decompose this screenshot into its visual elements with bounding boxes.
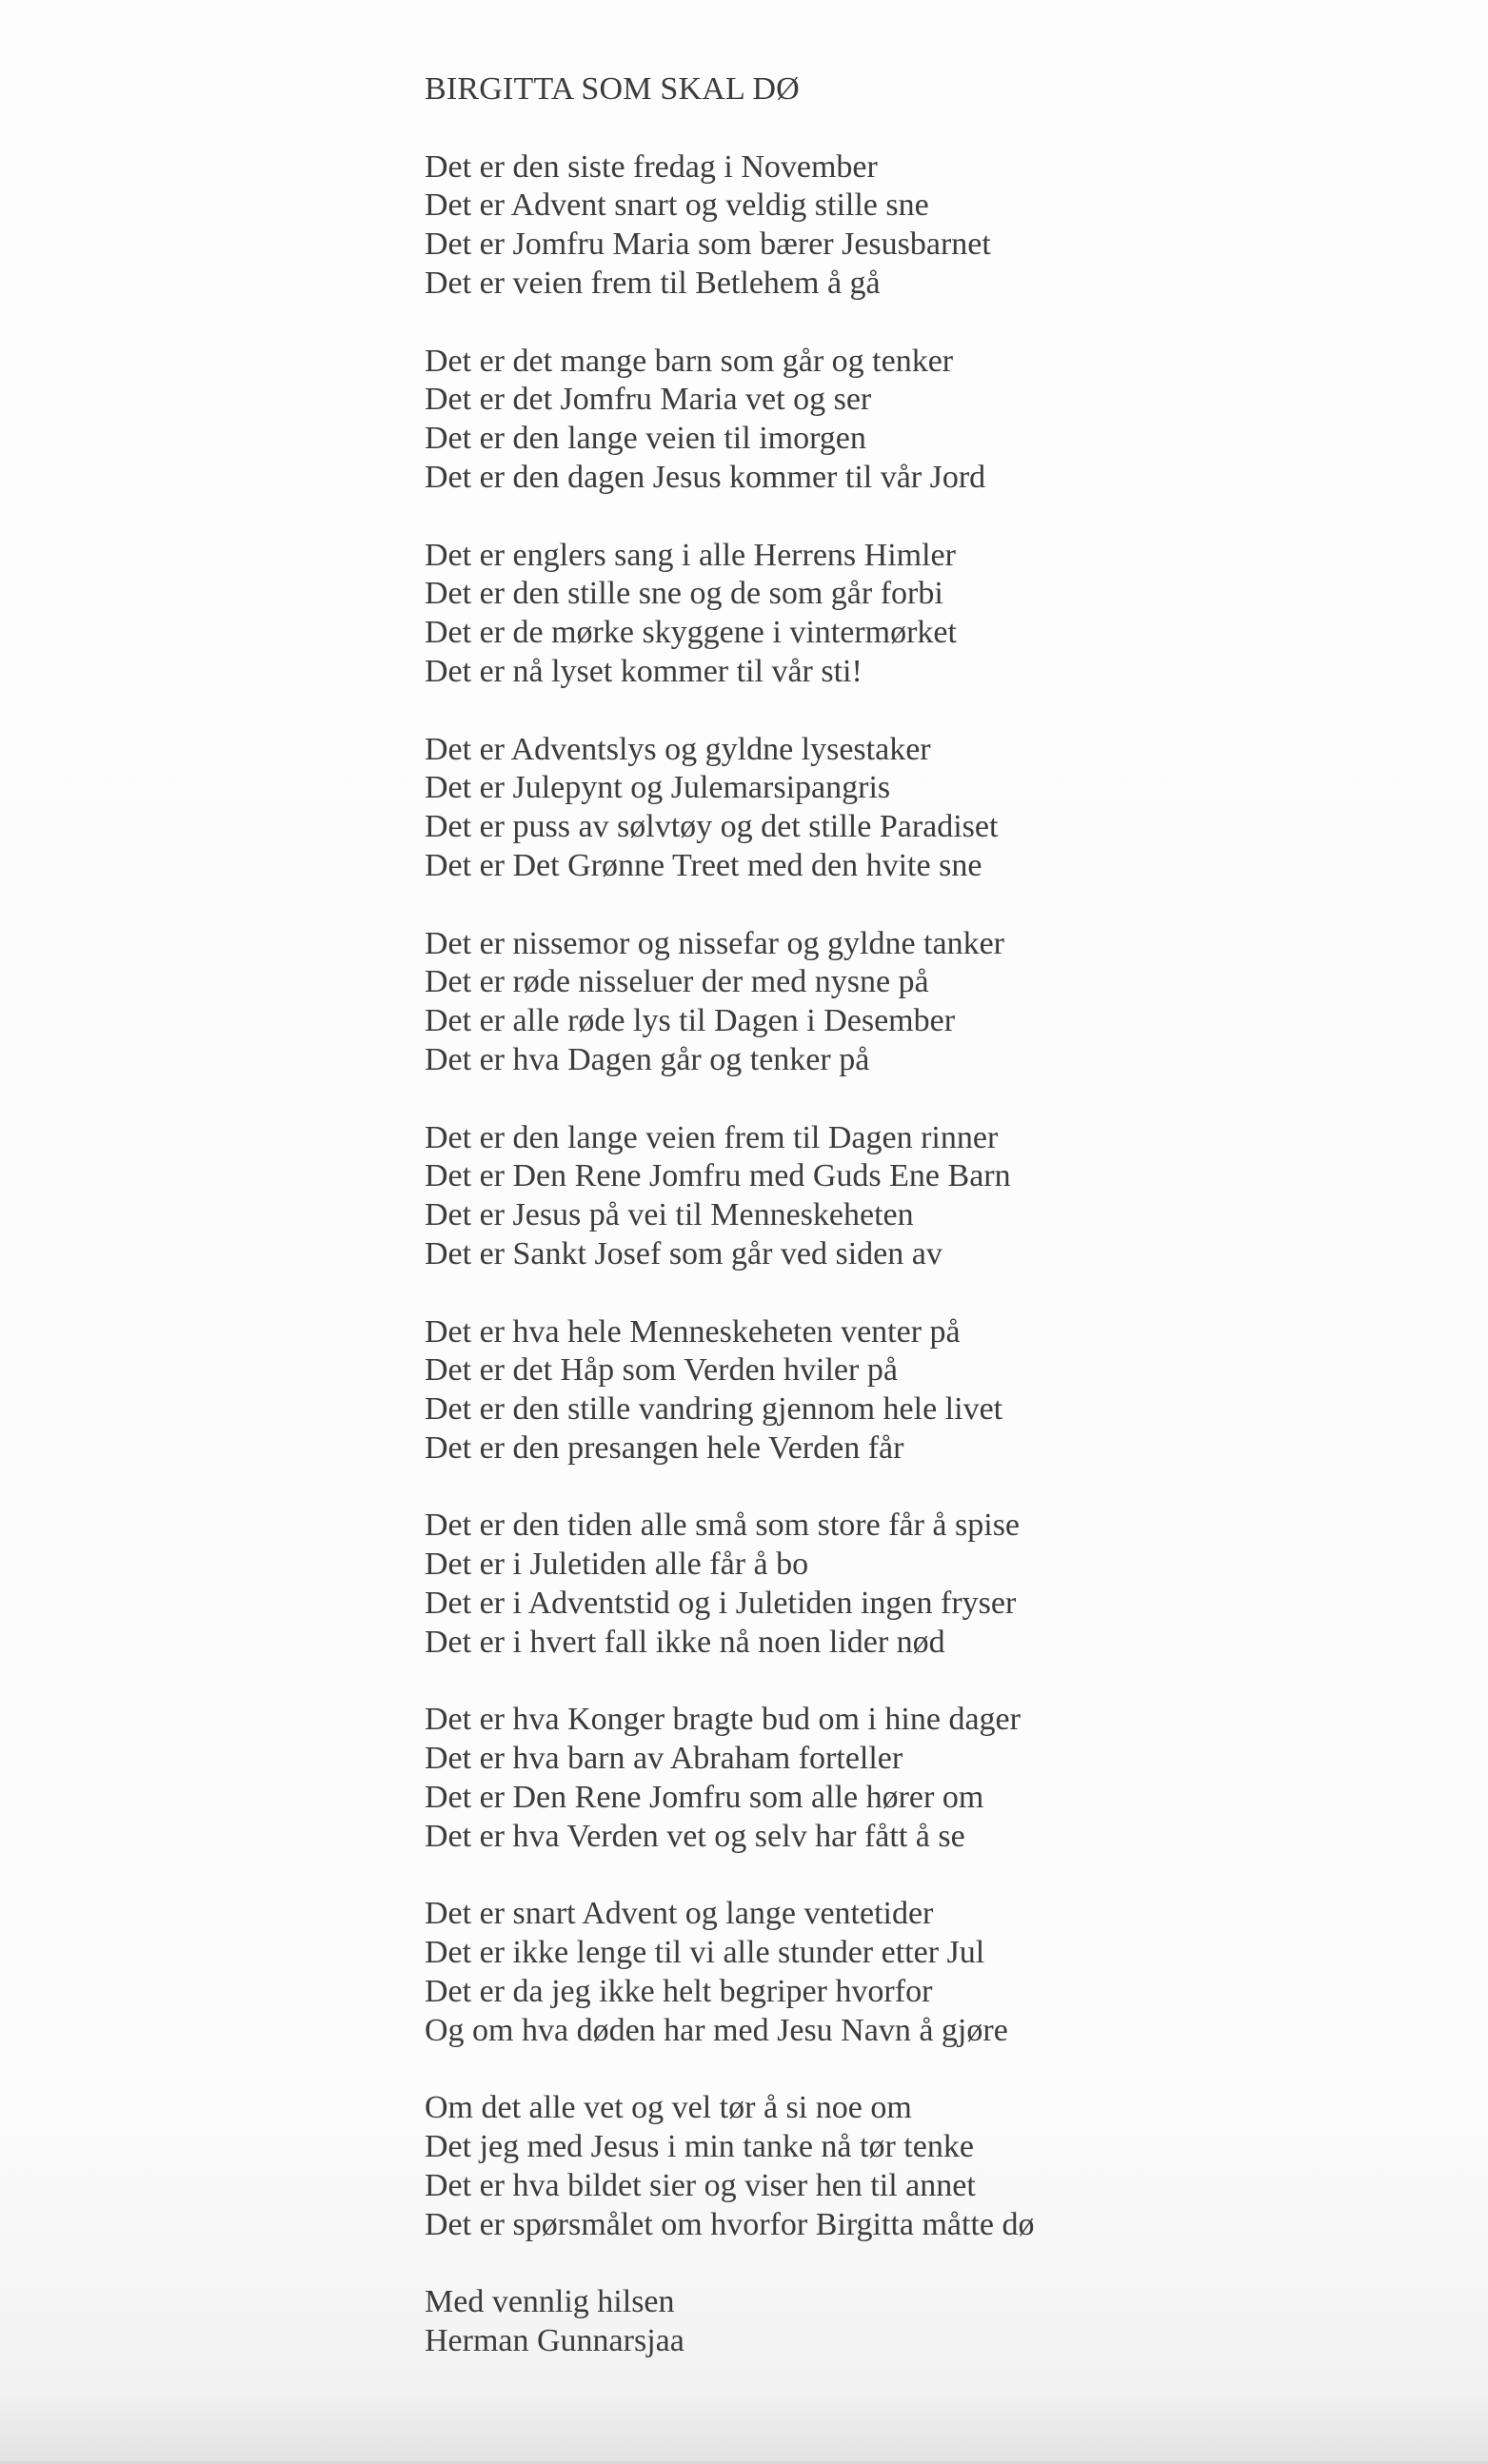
poem-line: Det er alle røde lys til Dagen i Desember — [425, 1003, 956, 1039]
poem-line: Det er i hvert fall ikke nå noen lider nød — [425, 1624, 945, 1660]
stanza-8 — [425, 1507, 1377, 1662]
poem-line: Og om hva døden har med Jesu Navn å gjøre — [425, 2012, 1008, 2048]
stanza-10 — [425, 1895, 1377, 2050]
poem-line: Det er den dagen Jesus kommer til vår Jord — [425, 459, 986, 495]
poem-line: Det er nissemor og nissefar og gyldne tanker — [425, 925, 1004, 961]
poem-line: Det er den lange veien frem til Dagen rinner — [425, 1119, 999, 1155]
poem-line: Om det alle vet og vel tør å si noe om — [425, 2090, 912, 2126]
poem-line: Det er snart Advent og lange ventetider — [425, 1896, 934, 1932]
stanza-5 — [425, 925, 1377, 1080]
poem-line: Det er Jesus på vei til Menneskeheten — [425, 1197, 914, 1233]
author-name: Herman Gunnarsjaa — [425, 2323, 684, 2359]
poem-line: Det er da jeg ikke helt begriper hvorfor — [425, 1974, 933, 2010]
signature-block — [425, 2283, 1377, 2361]
stanza-2 — [425, 343, 1377, 498]
poem-document — [425, 70, 1377, 2361]
stanza-6 — [425, 1119, 1377, 1274]
poem-line: Det er det mange barn som går og tenker — [425, 343, 954, 379]
poem-line: Det er ikke lenge til vi alle stunder etter Jul — [425, 1935, 985, 1971]
poem-line: Det er det Håp som Verden hviler på — [425, 1352, 898, 1389]
stanza-7 — [425, 1313, 1377, 1469]
poem-line: Det er Den Rene Jomfru med Guds Ene Barn — [425, 1158, 1011, 1194]
poem-line: Det er den tiden alle små som store får å spise — [425, 1508, 1021, 1544]
stanza-1 — [425, 148, 1377, 304]
closing-greeting: Med vennlig hilsen — [425, 2284, 675, 2320]
stanza-3 — [425, 537, 1377, 692]
stanza-9 — [425, 1701, 1377, 1856]
poem-line: Det er Adventslys og gyldne lysestaker — [425, 731, 931, 767]
poem-line: Det er Jomfru Maria som bærer Jesusbarnet — [425, 227, 991, 263]
poem-line: Det er den stille vandring gjennom hele livet — [425, 1391, 1003, 1428]
poem-title: BIRGITTA SOM SKAL DØ — [425, 71, 800, 107]
poem-line: Det jeg med Jesus i min tanke nå tør tenke — [425, 2129, 974, 2165]
poem-line: Det er røde nisseluer der med nysne på — [425, 964, 929, 1000]
poem-line: Det er spørsmålet om hvorfor Birgitta måtte dø — [425, 2206, 1035, 2242]
poem-line: Det er hva Verden vet og selv har fått å se — [425, 1818, 965, 1854]
poem-line: Det er den presangen hele Verden får — [425, 1429, 904, 1466]
poem-line: Det er puss av sølvtøy og det stille Paradiset — [425, 809, 999, 845]
poem-line: Det er i Juletiden alle får å bo — [425, 1547, 809, 1583]
poem-line: Det er Sankt Josef som går ved siden av — [425, 1235, 942, 1271]
poem-line: Det er englers sang i alle Herrens Himler — [425, 537, 956, 573]
poem-line: Det er de mørke skyggene i vintermørket — [425, 615, 957, 651]
poem-line: Det er veien frem til Betlehem å gå — [425, 265, 881, 301]
poem-line: Det er Den Rene Jomfru som alle hører om — [425, 1780, 984, 1816]
poem-line: Det er den siste fredag i November — [425, 148, 878, 185]
poem-line: Det er hva barn av Abraham forteller — [425, 1741, 903, 1777]
poem-line: Det er hva Dagen går og tenker på — [425, 1041, 870, 1077]
poem-line: Det er den lange veien til imorgen — [425, 421, 866, 457]
poem-line: Det er nå lyset kommer til vår sti! — [425, 653, 863, 689]
poem-line: Det er den stille sne og de som går forbi — [425, 576, 943, 612]
stanza-4 — [425, 731, 1377, 886]
poem-line: Det er Advent snart og veldig stille sne — [425, 187, 929, 224]
poem-line: Det er Julepynt og Julemarsipangris — [425, 770, 891, 806]
poem-line: Det er hva Konger bragte bud om i hine dager — [425, 1702, 1021, 1738]
poem-line: Det er det Jomfru Maria vet og ser — [425, 382, 872, 418]
poem-line: Det er Det Grønne Treet med den hvite sne — [425, 847, 982, 883]
poem-line: Det er hva bildet sier og viser hen til annet — [425, 2168, 976, 2204]
poem-line: Det er i Adventstid og i Juletiden ingen fryser — [425, 1586, 1017, 1622]
poem-line: Det er hva hele Menneskeheten venter på — [425, 1313, 961, 1350]
stanza-11 — [425, 2089, 1377, 2244]
